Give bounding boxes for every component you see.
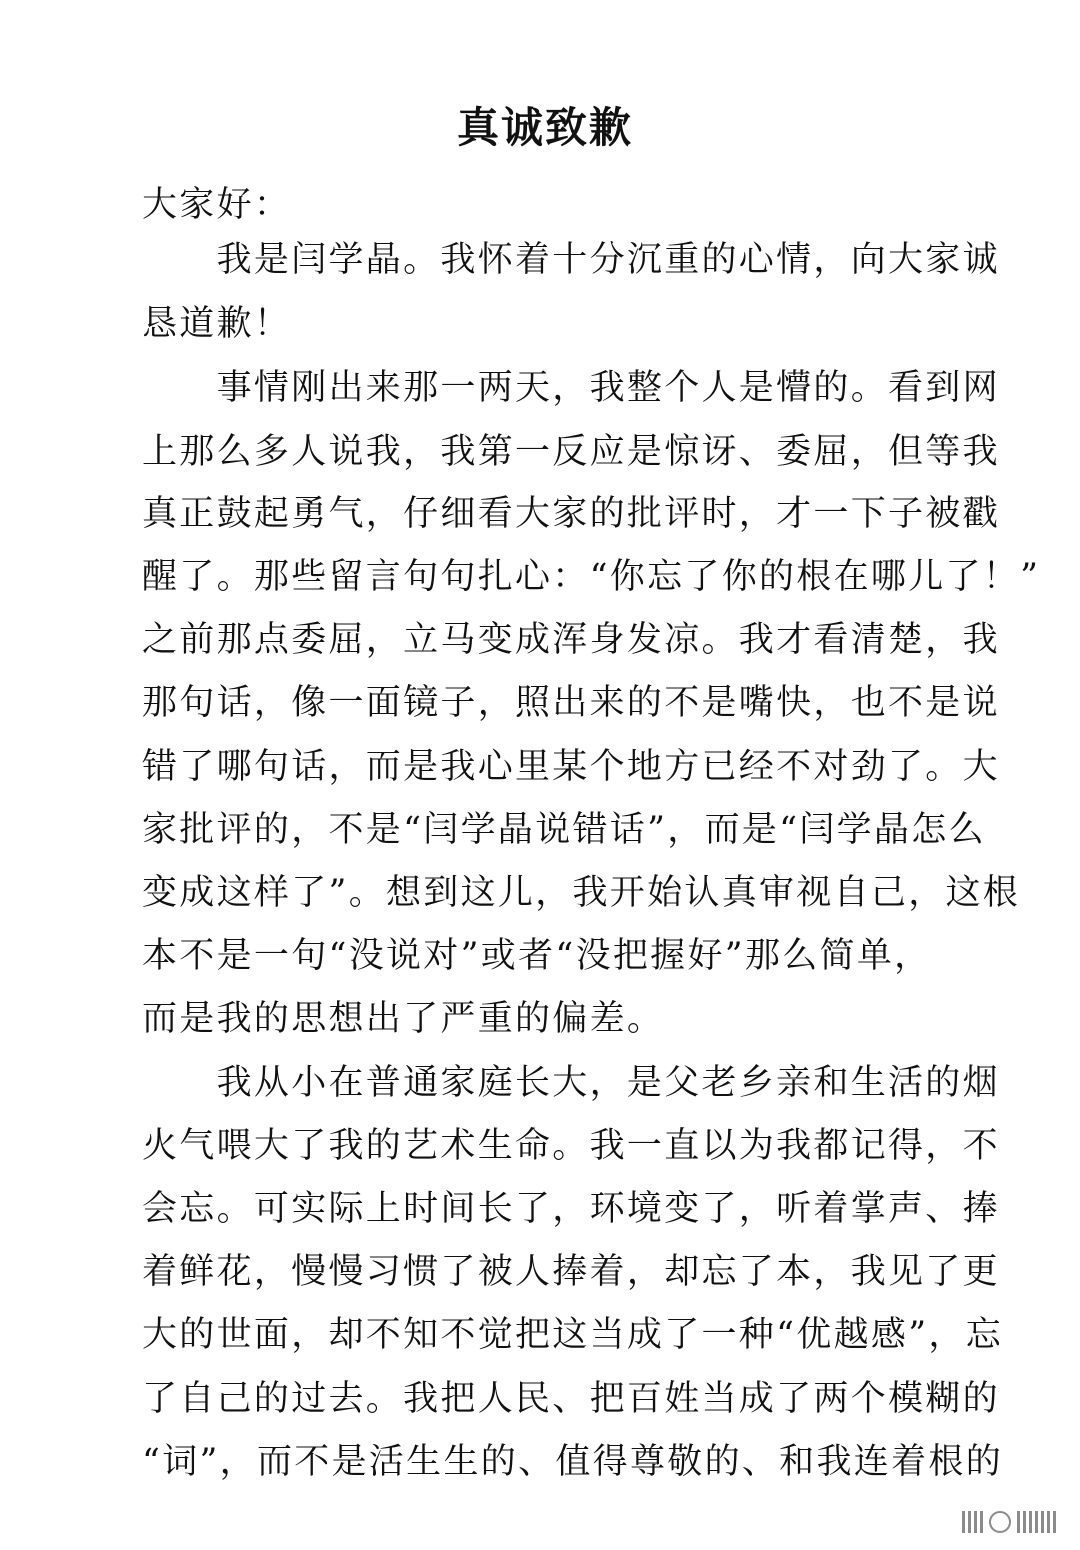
body-line: 大的世面，却不知不觉把这当成了一种“优越感”，忘 bbox=[142, 1315, 1003, 1355]
body-line: 那句话，像一面镜子，照出来的不是嘴快，也不是说 bbox=[142, 683, 1000, 723]
body-line: 着鲜花，慢慢习惯了被人捧着，却忘了本，我见了更 bbox=[142, 1252, 1000, 1292]
greeting-line: 大家好： bbox=[142, 185, 292, 225]
watermark-mark bbox=[962, 1508, 1056, 1536]
body-line: 而是我的思想出了严重的偏差。 bbox=[142, 999, 665, 1039]
body-line: 真正鼓起勇气，仔细看大家的批评时，才一下子被戳 bbox=[142, 494, 1000, 534]
body-line: 上那么多人说我，我第一反应是惊讶、委屈，但等我 bbox=[142, 432, 1000, 472]
body-line: 家批评的，不是“闫学晶说错话”，而是“闫学晶怎么 bbox=[142, 810, 986, 850]
body-line: 醒了。那些留言句句扎心：“你忘了你的根在哪儿了！” bbox=[142, 557, 1041, 597]
body-line: 事情刚出来那一两天，我整个人是懵的。看到网 bbox=[142, 368, 1000, 408]
watermark-bars-icon bbox=[962, 1511, 983, 1533]
body-line: 火气喂大了我的艺术生命。我一直以为我都记得，不 bbox=[142, 1126, 1000, 1166]
body-line: 恳道歉！ bbox=[142, 304, 292, 344]
body-line: 我从小在普通家庭长大，是父老乡亲和生活的烟 bbox=[142, 1063, 1000, 1103]
body-line: 本不是一句“没说对”或者“没把握好”那么简单， bbox=[142, 936, 932, 976]
body-line: 之前那点委屈，立马变成浑身发凉。我才看清楚，我 bbox=[142, 620, 1000, 660]
body-line: 错了哪句话，而是我心里某个地方已经不对劲了。大 bbox=[142, 747, 1000, 787]
document-title: 真诚致歉 bbox=[456, 103, 633, 152]
body-line: “词”，而不是活生生的、值得尊敬的、和我连着根的 bbox=[142, 1442, 1003, 1482]
body-line: 了自己的过去。我把人民、把百姓当成了两个模糊的 bbox=[142, 1379, 1000, 1419]
body-line: 变成这样了”。想到这儿，我开始认真审视自己，这根 bbox=[142, 873, 1021, 913]
body-line: 我是闫学晶。我怀着十分沉重的心情，向大家诚 bbox=[142, 240, 1000, 280]
watermark-bars-icon bbox=[1017, 1511, 1056, 1533]
watermark-circle-icon bbox=[989, 1511, 1011, 1533]
body-line: 会忘。可实际上时间长了，环境变了，听着掌声、捧 bbox=[142, 1189, 1000, 1229]
